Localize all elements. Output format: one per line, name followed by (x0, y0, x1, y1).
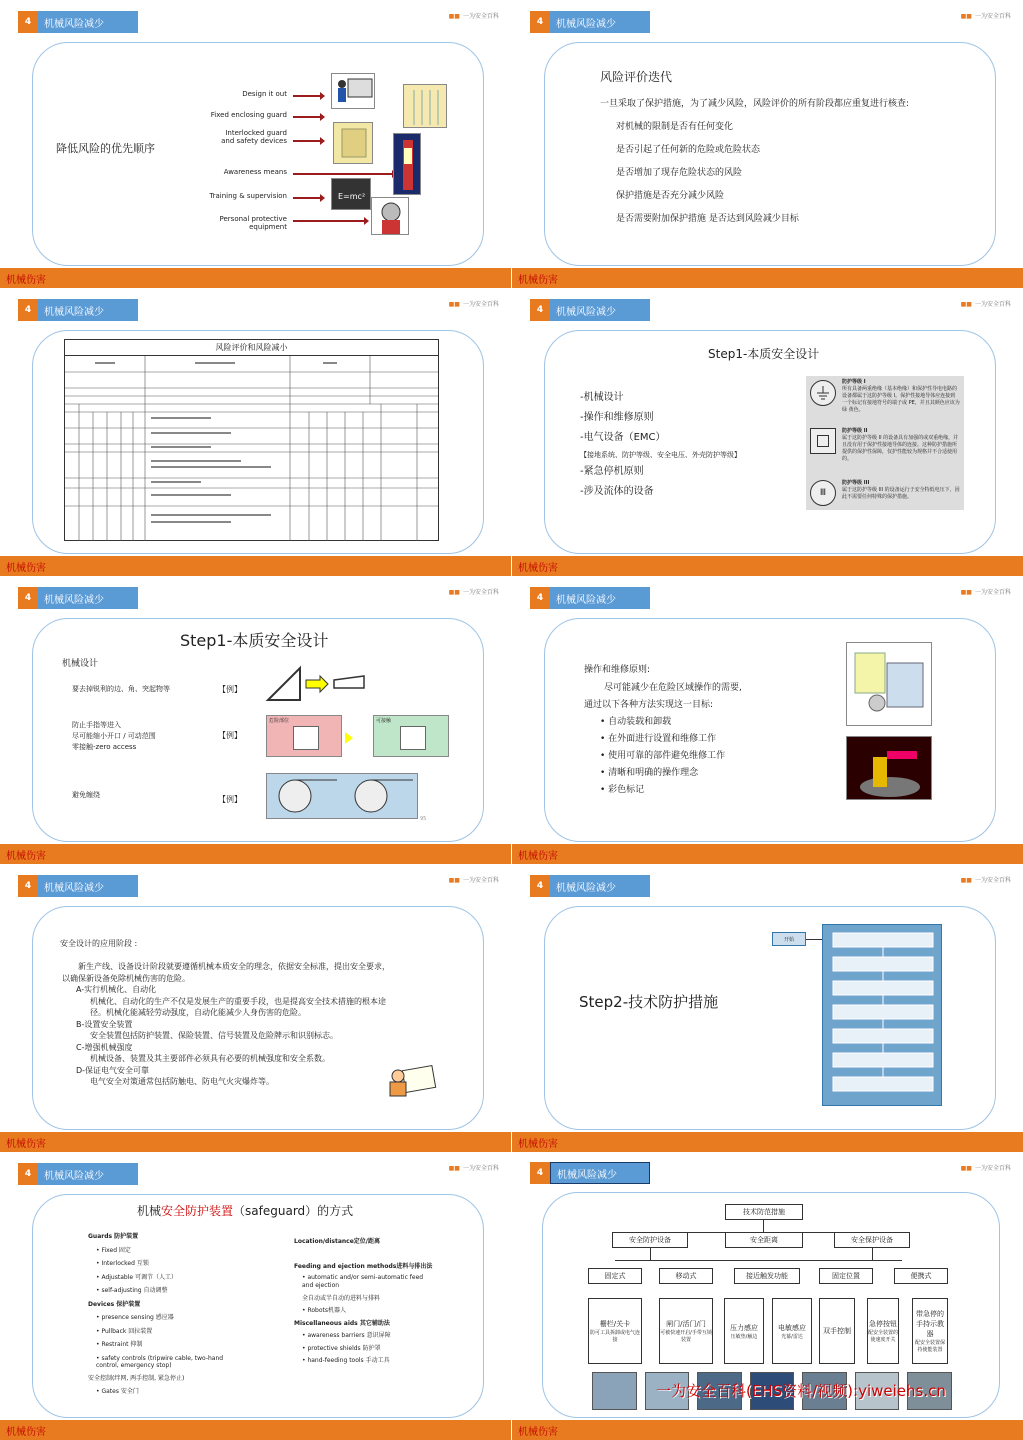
logo: ■■ 一为安全百科 (960, 877, 1011, 884)
tree-node-l3: 双手控制 (819, 1298, 855, 1364)
principle-title: 操作和维修原则: (584, 665, 651, 675)
list-item: -紧急停机原则 (580, 466, 644, 477)
slide-1 (0, 0, 511, 288)
tree-node-l2: 固定式 (588, 1268, 642, 1284)
logo: ■■ 一为安全百科 (960, 589, 1011, 596)
photo (592, 1372, 637, 1410)
risk-table (64, 339, 439, 541)
slide-badge: 4 机械风险减少 (18, 875, 138, 897)
class-1-text: 防护等级 I 所有具备两重绝缘（基本绝缘）和保护性导电电路的设备都属于这防护等级 I。保护性接地导体应连接到一个标记有接地符号的端子或 PE，并且其颜色应该为绿 黄色。 (842, 379, 960, 413)
methods-column: Location/distance定位/距离 Feeding and ejection methods进料与排出法 • automatic and/or semi-automatic feed and ejection 全自动或半自动的进料与排料 • Robots机器人 Miscellaneous aids 其它辅助法 • awareness barriers 意识屏障 • protective shields 防护罩 • hand-feeding tools 手动工具 (294, 1236, 434, 1368)
arrow (293, 173, 393, 175)
sharp-edge-illustration (264, 664, 374, 704)
principle-line: 尽可能减少在危险区域操作的需要, (604, 683, 742, 693)
blackboard-illustration (331, 178, 371, 210)
slide-badge: 4 机械风险减少 (18, 299, 138, 321)
slide-title: Step1-本质安全设计 (708, 347, 820, 361)
slide-footer: 机械伤害 (512, 1132, 1023, 1152)
slide-footer: 机械伤害 (0, 1132, 511, 1152)
logo: ■■ 一为安全百科 (448, 589, 499, 596)
logo: ■■ 一为安全百科 (960, 13, 1011, 20)
light-curtain-illustration (393, 133, 421, 195)
ppe-illustration (371, 197, 409, 235)
double-insulation-icon (810, 428, 836, 454)
check-item: 是否引起了任何新的危险或危险状态 (616, 145, 761, 155)
example-label: 【例】 (218, 731, 242, 740)
list-item: • hand-feeding tools 手动工具 (302, 1355, 434, 1368)
list-item: • 在外面进行设置和维修工作 (600, 731, 725, 748)
list-item: • Fixed 固定 (96, 1244, 238, 1258)
priority-item: Design it out (242, 90, 287, 98)
slide-6 (512, 576, 1023, 864)
list-item: • self-adjusting 自动调整 (96, 1284, 238, 1298)
tree-node-l3: 压力感应 压敏垫/触边 (724, 1298, 764, 1364)
slide-title: 风险评价迭代 (600, 70, 673, 84)
tree-node-l2: 移动式 (659, 1268, 713, 1284)
slide-4 (512, 288, 1023, 576)
list-item: • Pullback 回拉装置 (96, 1325, 238, 1339)
machine-diagram-illustration (846, 642, 932, 726)
tree-node-l3: 栅栏/关卡 防可工具拆卸或电气连接 (588, 1298, 642, 1364)
design-list (580, 388, 741, 502)
enclosure-illustration (403, 84, 447, 128)
list-item: • awareness barriers 意识屏障 (302, 1330, 434, 1343)
slide-footer: 机械伤害 (0, 268, 511, 288)
logo: ■■ 一为安全百科 (448, 1165, 499, 1172)
tree-node-l1: 安全保护设备 (834, 1232, 910, 1248)
slide-2 (512, 0, 1023, 288)
tree-node-l2: 便携式 (894, 1268, 948, 1284)
connector (806, 939, 822, 940)
watermark: 一为安全百科(EHS资料/视频):yiweiehs.cn (656, 1382, 946, 1400)
example-row-text: 避免缠绕 (72, 791, 100, 799)
list-item: -操作和维修原则 (580, 412, 654, 423)
priority-item: Interlocked guard and safety devices (221, 129, 287, 145)
principle-line: 通过以下各种方法实现这一目标: (584, 700, 714, 710)
list-item: • Interlocked 互锁 (96, 1257, 238, 1271)
guards-column: Guards 防护装置 • Fixed 固定 • Interlocked 互锁 • Adjustable 可调节（人工） • self-adjusting 自动调整 Devices 保护装置 • presence sensing 感应器 • Pullback 回拉装置 • Restraint 抑制 • safety controls (tripwire cable, two-hand control, emergency stop) 安全控制(绊网, 两手控制, 紧急停止) • Gates 安全门 (88, 1230, 238, 1399)
connector (872, 1248, 873, 1260)
slide-10 (512, 1152, 1023, 1440)
list-item: • Robots机器人 (302, 1305, 434, 1318)
priority-item: Fixed enclosing guard (210, 111, 287, 119)
logo: ■■ 一为安全百科 (448, 13, 499, 20)
example-row-text: 防止手指等进入 尽可能缩小开口 / 可动范围 零接触-zero access (72, 721, 156, 751)
class-2-text: 防护等级 II 属于这防护等级 II 的设备具有加强的或双重绝缘，并且没有用于保护性接地导体的连接。这种防护措施所提供的保护性保障，仅护性能较为规格并不合适使用的。 (842, 428, 959, 462)
slide-badge: 4 机械风险减少 (18, 587, 138, 609)
slide-badge: 4 机械风险减少 (530, 1162, 650, 1184)
logo: ■■ 一为安全百科 (448, 301, 499, 308)
tree-node-l1: 安全防护设备 (612, 1232, 688, 1248)
slide-footer: 机械伤害 (512, 556, 1023, 576)
arrow (293, 140, 321, 142)
slide-badge: 4 机械风险减少 (530, 875, 650, 897)
slide-title: 机械安全防护装置（safeguard）的方式 (137, 1204, 354, 1218)
example-row-text: 要去掉锐利的边、角、突起物等 (72, 685, 170, 693)
list-item: • 使用可靠的部件避免维修工作 (600, 748, 725, 765)
slide-footer: 机械伤害 (0, 556, 511, 576)
list-item: • safety controls (tripwire cable, two-hand control, emergency stop) (96, 1355, 238, 1369)
slide-9 (0, 1152, 511, 1440)
list-item: -涉及流体的设备 (580, 486, 654, 497)
arrow (293, 220, 365, 222)
design-stage-body: 新生产线、设备设计阶段就要遵循机械本质安全的理念，依据安全标准，提出安全要求， 以确保新设备免除机械伤害的危险。 A-实行机械化、自动化 机械化、自动化的生产不仅是发展生产的重要手段，也是提高安全技术措施的根本途 径。机械化能减轻劳动强度，自动化能减少人身伤害的危险。 B-设置安全装置 安全装置包括防护装置、保险装置、信号装置及危险牌示和识别标志。 C-增强机械强度 机械设备、装置及其主要部件必须具有必要的机械强度和安全系数。 D-保证电气安全可靠 电气安全对策通常包括防触电、防电气火灾爆炸等。 (62, 962, 390, 1086)
table-grid (65, 356, 438, 541)
tree-node-l3: 电敏感应 光幕/雷达 (772, 1298, 812, 1364)
list-item: • Restraint 抑制 (96, 1338, 238, 1352)
section-head: 安全设计的应用阶段 : (60, 939, 138, 948)
robot-cell-illustration (846, 736, 932, 800)
opening-before-illustration: 危险部位 (266, 715, 342, 757)
table-title: 风险评价和风险减小 (65, 340, 438, 356)
selv-icon: Ⅲ (810, 480, 836, 506)
designer-drawing-illustration (386, 1064, 438, 1100)
priority-item: Awareness means (223, 168, 287, 176)
list-item: • Gates 安全门 (96, 1385, 238, 1399)
list-item: -机械设计 (580, 392, 624, 403)
opening-after-illustration: 可接触 (373, 715, 449, 757)
list-item: • automatic and/or semi-automatic feed and ejection (302, 1274, 434, 1290)
slide-footer: 机械伤害 (512, 844, 1023, 864)
logo: ■■ 一为安全百科 (960, 1165, 1011, 1172)
page-number: 95 (420, 816, 427, 822)
designer-illustration (331, 73, 375, 109)
slide-title: Step1-本质安全设计 (180, 631, 329, 650)
logo: ■■ 一为安全百科 (448, 877, 499, 884)
ground-icon (810, 380, 836, 406)
priority-title: 降低风险的优先顺序 (56, 142, 155, 155)
slide-badge: 4 机械风险减少 (530, 11, 650, 33)
slide-footer: 机械伤害 (512, 268, 1023, 288)
flowchart-panel (822, 924, 942, 1106)
list-item: • 清晰和明确的操作理念 (600, 765, 725, 782)
slide-7 (0, 864, 511, 1152)
list-item: • Adjustable 可调节（人工） (96, 1271, 238, 1285)
tree-node-l1: 安全距离 (725, 1232, 803, 1248)
svg-text:E=mc²: E=mc² (338, 192, 366, 201)
slide-badge: 4 机械风险减少 (18, 1163, 138, 1185)
slide-badge: 4 机械风险减少 (530, 299, 650, 321)
principle-list (600, 714, 725, 799)
slide-badge: 4 机械风险减少 (18, 11, 138, 33)
slide-footer: 机械伤害 (0, 844, 511, 864)
check-item: 对机械的限制是否有任何变化 (616, 122, 734, 132)
slide-subtitle: 机械设计 (62, 659, 99, 669)
check-item: 是否增加了现存危险状态的风险 (616, 168, 743, 178)
priority-item: Training & supervision (209, 192, 287, 200)
tree-node-l3: 急停按钮 配安全装置的使速度开关 (867, 1298, 899, 1364)
connector (650, 1248, 651, 1260)
arrow-icon (345, 732, 353, 744)
arrow (293, 116, 321, 118)
entanglement-illustration (266, 773, 418, 819)
logo: ■■ 一为安全百科 (960, 301, 1011, 308)
protection-class-panel (806, 376, 964, 510)
tree-root: 技术防范措施 (725, 1204, 803, 1220)
slide-footer: 机械伤害 (0, 1420, 511, 1440)
list-item: • protective shields 防护罩 (302, 1343, 434, 1356)
slide-title: Step2-技术防护措施 (579, 993, 719, 1011)
slide-badge: 4 机械风险减少 (530, 587, 650, 609)
flow-start: 开始 (772, 932, 806, 946)
tree-node-l2: 固定位置 (819, 1268, 873, 1284)
example-label: 【例】 (218, 685, 242, 694)
slide-footer: 机械伤害 (512, 1420, 1023, 1440)
arrow (293, 197, 321, 199)
priority-item: Personal protective equipment (219, 215, 287, 231)
example-label: 【例】 (218, 795, 242, 804)
arrow (293, 95, 321, 97)
class-3-text: 防护等级 III 属于这防护等级 III 的设备运行于安全特低电压下，因此不需要任何特殊的保护措施。 (842, 480, 960, 500)
slide-8 (512, 864, 1023, 1152)
tree-node-l2: 接近触发功能 (734, 1268, 800, 1284)
check-item: 是否需要附加保护措施 是否达到风险减少目标 (616, 214, 799, 224)
connector (615, 1260, 902, 1261)
list-item: • 彩色标记 (600, 782, 725, 799)
slide-5 (0, 576, 511, 864)
tree-node-l3: 带急停的手持示教器 配安全装置保持使能装置 (912, 1298, 948, 1364)
connector (763, 1220, 764, 1232)
intro-text: 一旦采取了保护措施，为了减少风险，风险评价的所有阶段都应重复进行核查: (600, 99, 910, 109)
tree-node-l3: 闸门/活门/门 可被快速开启/手带互锁装置 (659, 1298, 713, 1364)
interlock-illustration (333, 122, 373, 164)
list-item: -电气设备（EMC） (580, 432, 666, 443)
list-item: 【接地系统、防护等级、安全电压、外壳防护等级】 (580, 451, 741, 459)
list-item: • 自动装载和卸载 (600, 714, 725, 731)
slide-3 (0, 288, 511, 576)
list-item: • presence sensing 感应器 (96, 1311, 238, 1325)
check-item: 保护措施是否充分减少风险 (616, 191, 725, 201)
